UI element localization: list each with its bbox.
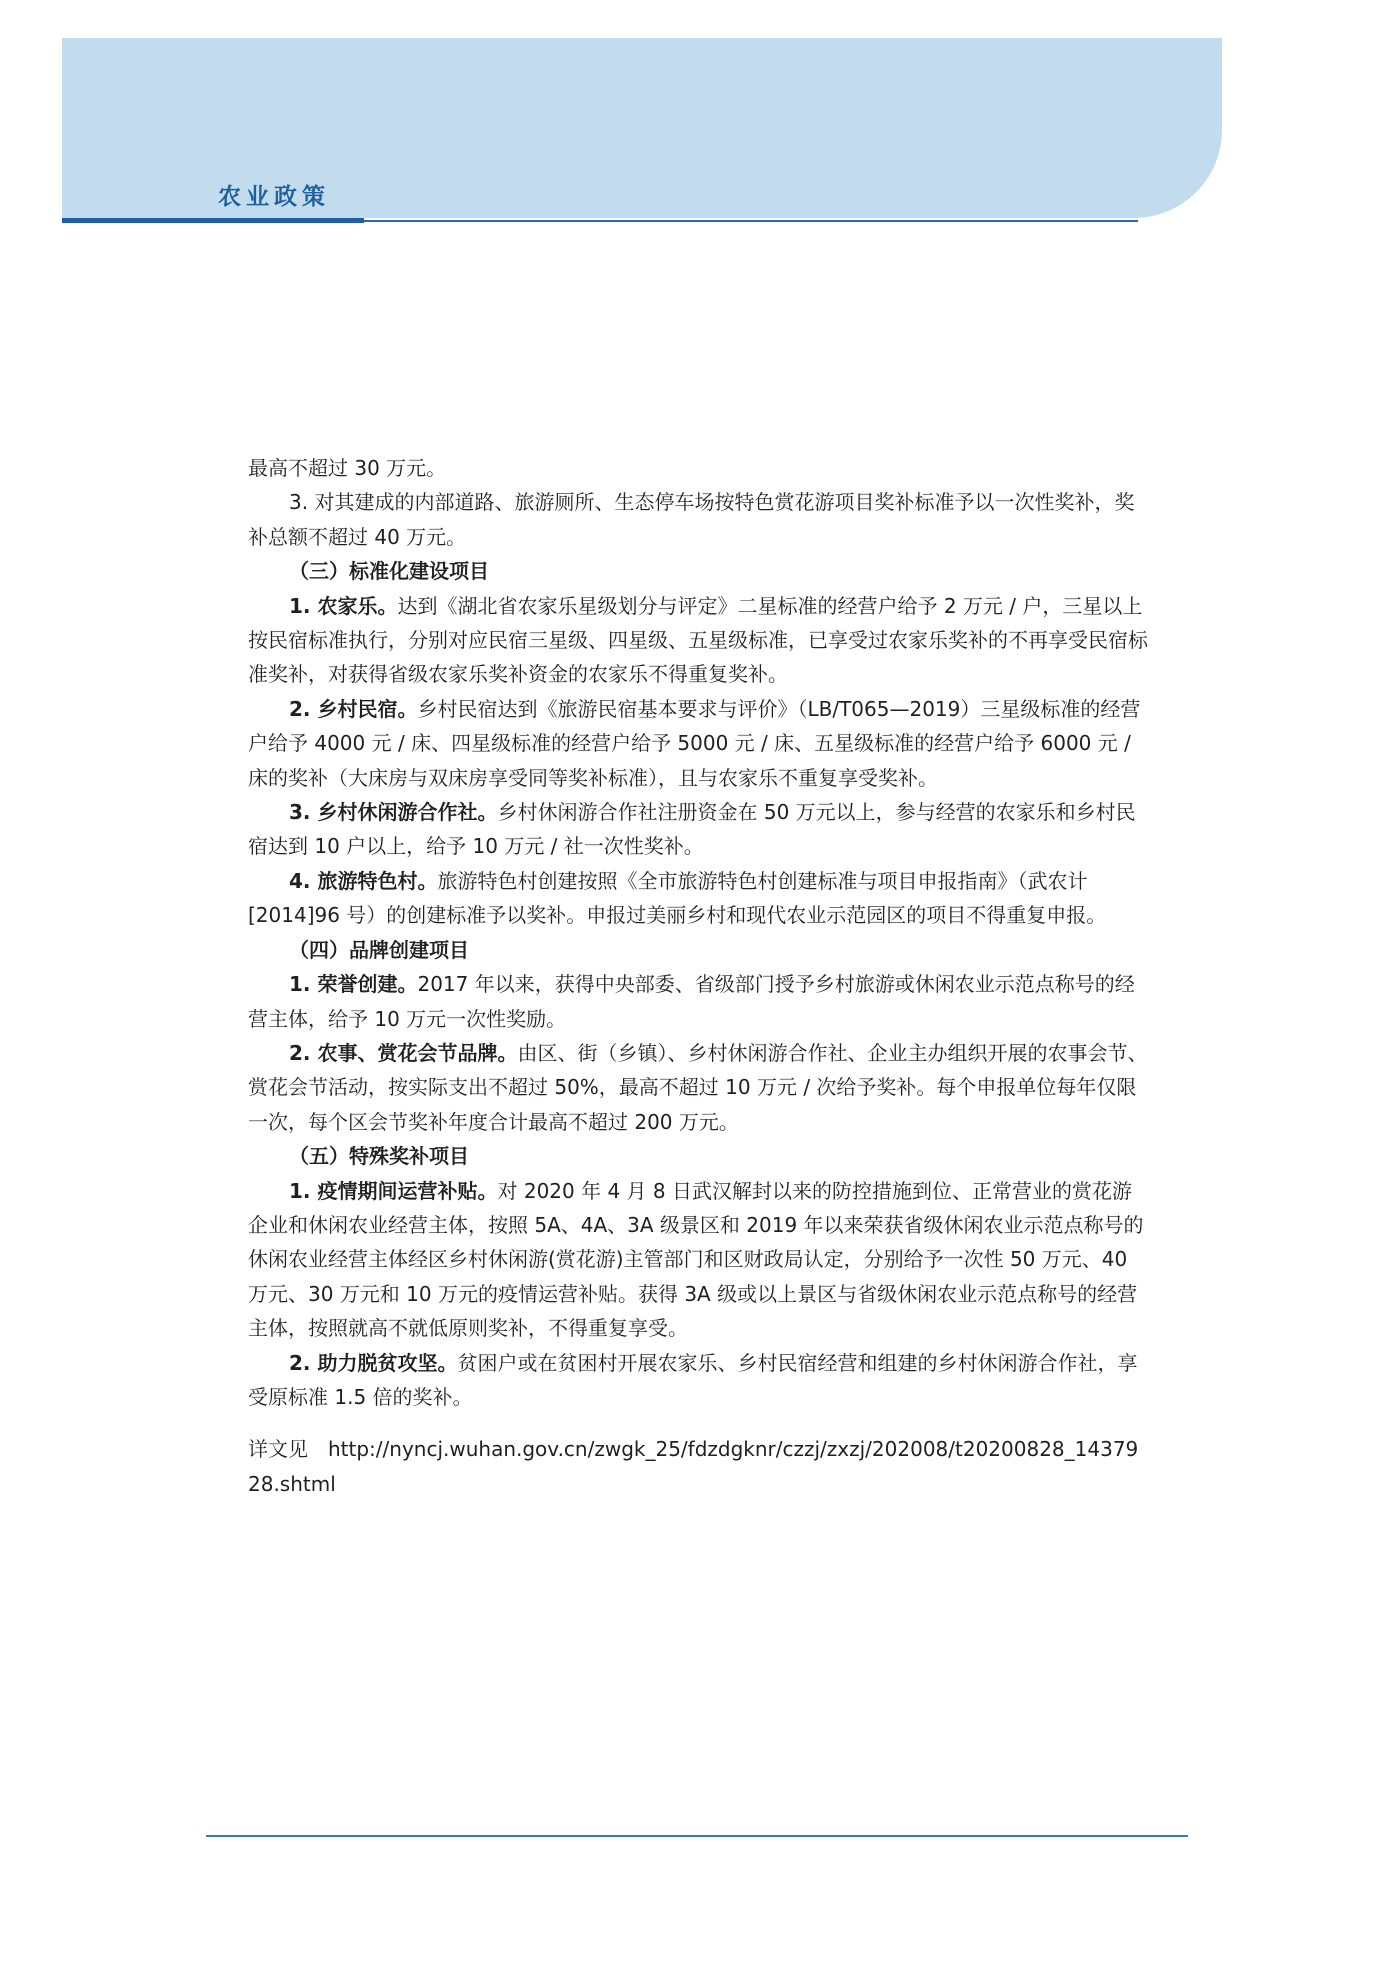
header-divider [364, 220, 1138, 222]
paragraph-body: 由区、街（乡镇）、乡村休闲游合作社、企业主办组织开展的农事会节、赏花会节活动，按实际支出不超过 50%，最高不超过 10 万元 / 次给予奖补。每个申报单位每年仅限一次，每个区会节奖补年度合计最高不超过 200 万元。 [248, 1040, 1148, 1134]
paragraph-lead: 1. 农家乐。 [289, 593, 398, 618]
section-title: 农业政策 [218, 184, 330, 210]
paragraph-body: 乡村休闲游合作社注册资金在 50 万元以上，参与经营的农家乐和乡村民宿达到 10 户以上，给予 10 万元 / 社一次性奖补。 [248, 800, 1136, 859]
paragraph-lead: 1. 疫情期间运营补贴。 [289, 1178, 498, 1203]
paragraph-body: 对 2020 年 4 月 8 日武汉解封以来的防控措施到位、正常营业的赏花游企业和休闲农业经营主体，按照 5A、4A、3A 级景区和 2019 年以来荣获省级休闲农业示范点称号的休闲农业经营主体经区乡村休闲游(赏花游)主管部门和区财政局认定，分别给予一次性 50 万元、40 万元、30 万元和 10 万元的疫情运营补贴。获得 3A 级或以上景区与省级休闲农业示范点称号的经营主体，按照就高不就低原则奖补，不得重复享受。 [248, 1178, 1144, 1341]
subheading: （五）特殊奖补项目 [289, 1144, 469, 1169]
paragraph-lead: 3. 乡村休闲游合作社。 [289, 800, 498, 825]
paragraph-body: 贫困户或在贫困村开展农家乐、乡村民宿经营和组建的乡村休闲游合作社，享受原标准 1.5 倍的奖补。 [248, 1350, 1138, 1409]
paragraph-body: 2017 年以来，获得中央部委、省级部门授予乡村旅游或休闲农业示范点称号的经营主体，给予 10 万元一次性奖励。 [248, 972, 1135, 1031]
paragraph [248, 795, 1148, 864]
paragraph-body: 达到《湖北省农家乐星级划分与评定》二星标准的经营户给予 2 万元 / 户，三星以上按民宿标准执行，分别对应民宿三星级、四星级、五星级标准，已享受过农家乐奖补的不再享受民宿标准奖补，对获得省级农家乐奖补资金的农家乐不得重复奖补。 [248, 593, 1148, 687]
paragraph-lead: 2. 助力脱贫攻坚。 [289, 1350, 458, 1375]
footer-divider [206, 1835, 1188, 1837]
paragraph [248, 589, 1148, 692]
paragraph: 3. 对其建成的内部道路、旅游厕所、生态停车场按特色赏花游项目奖补标准予以一次性奖补，奖补总额不超过 40 万元。 [248, 490, 1135, 549]
subheading: （四）品牌创建项目 [289, 937, 469, 962]
paragraph [248, 967, 1148, 1036]
title-underline [62, 218, 364, 223]
paragraph: 最高不超过 30 万元。 [248, 456, 447, 480]
paragraph-body: 旅游特色村创建按照《全市旅游特色村创建标准与项目申报指南》（武农计 [2014]96 号）的创建标准予以奖补。申报过美丽乡村和现代农业示范园区的项目不得重复申报。 [248, 868, 1107, 928]
paragraph-lead: 1. 荣誉创建。 [289, 972, 418, 997]
paragraph-lead: 4. 旅游特色村。 [289, 868, 438, 893]
paragraph [248, 864, 1148, 933]
subheading: （三）标准化建设项目 [289, 559, 489, 584]
paragraph-lead: 2. 农事、赏花会节品牌。 [289, 1040, 518, 1065]
source-link[interactable]: 详文见 http://nyncj.wuhan.gov.cn/zwgk_25/fdzdgknr/czzj/zxzj/202008/t20200828_1437928.shtml [248, 1437, 1139, 1496]
paragraph-body: 乡村民宿达到《旅游民宿基本要求与评价》（LB/T065—2019）三星级标准的经营户给予 4000 元 / 床、四星级标准的经营户给予 5000 元 / 床、五星级标准的经营户给予 6000 元 / 床的奖补（大床房与双床房享受同等奖补标准），且与农家乐不重复享受奖补。 [248, 696, 1141, 790]
paragraph [248, 1346, 1148, 1415]
article-body [248, 451, 1148, 1501]
paragraph [248, 1036, 1148, 1139]
paragraph-lead: 2. 乡村民宿。 [289, 696, 418, 721]
paragraph [248, 1174, 1148, 1346]
paragraph [248, 692, 1148, 795]
